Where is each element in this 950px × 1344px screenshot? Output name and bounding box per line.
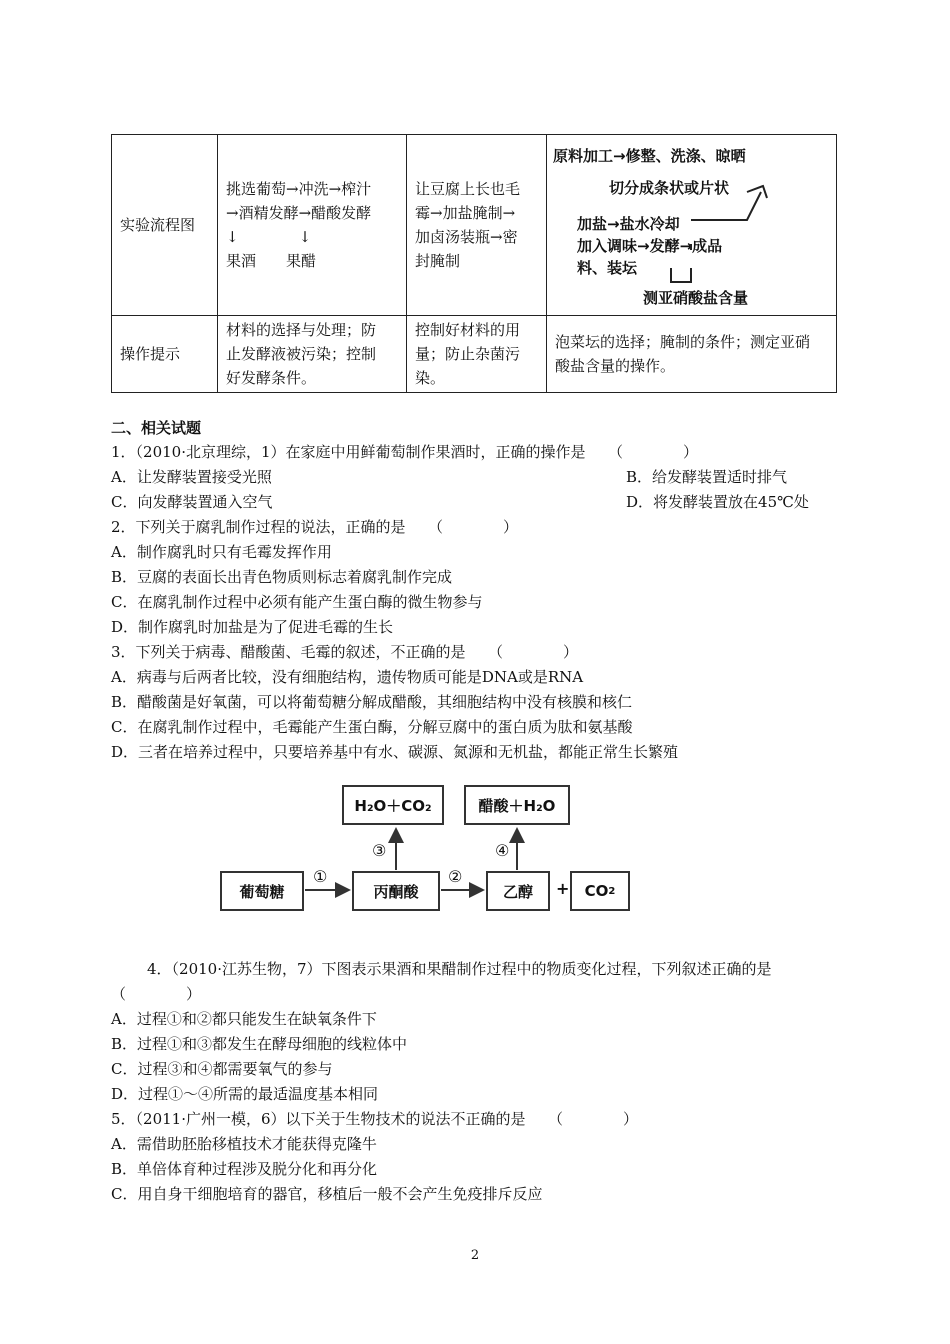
cell-line: 酸盐含量的操作。	[555, 357, 676, 375]
fermented-tofu-flow-cell	[407, 135, 547, 316]
question-4-paren: （ ）	[111, 985, 202, 1003]
row-header-tips: 操作提示	[112, 316, 218, 393]
question-2-option-b: B．豆腐的表面长出青色物质则标志着腐乳制作完成	[111, 568, 453, 586]
step-1-label: ①	[313, 867, 328, 886]
flow-step: 原料加工→修整、洗涤、晾晒	[553, 147, 746, 165]
flow-step: 料、装坛	[577, 259, 638, 277]
h2o-co2-box: H₂O＋CO₂	[342, 785, 444, 825]
flow-step: 切分成条状或片状	[609, 179, 730, 197]
fruit-wine-flow-cell	[218, 135, 407, 316]
cell-line: 封腌制	[415, 252, 461, 270]
co2-label: CO	[584, 882, 609, 900]
cell-line: ↓ ↓	[226, 228, 312, 246]
flow-step: 加入调味→发酵→成品	[577, 237, 723, 255]
step-4-label: ④	[495, 841, 510, 860]
cell-line: 染。	[415, 369, 446, 387]
step-2-label: ②	[448, 867, 463, 886]
ethanol-box: 乙醇	[486, 871, 550, 911]
question-3-stem: 3．下列关于病毒、醋酸菌、毛霉的叙述，不正确的是 （ ）	[111, 643, 579, 661]
flow-arrows	[551, 140, 831, 310]
question-1-option-c: C．向发酵装置通入空气	[111, 493, 273, 511]
question-2-stem: 2．下列关于腐乳制作过程的说法，正确的是 （ ）	[111, 518, 519, 536]
co2-box	[570, 871, 630, 911]
question-3-option-b: B．醋酸菌是好氧菌，可以将葡萄糖分解成醋酸，其细胞结构中没有核膜和核仁	[111, 693, 633, 711]
page-number: 2	[470, 1248, 480, 1263]
row-header-flowchart: 实验流程图	[112, 135, 218, 316]
section-title: 二、相关试题	[111, 419, 202, 437]
cell-line: →酒精发酵→醋酸发酵	[226, 204, 372, 222]
question-2-option-c: C．在腐乳制作过程中必须有能产生蛋白酶的微生物参与	[111, 593, 483, 611]
question-5-option-b: B．单倍体育种过程涉及脱分化和再分化	[111, 1160, 378, 1178]
fermented-tofu-tips-cell	[407, 316, 547, 393]
question-1-stem: 1．（2010·北京理综，1）在家庭中用鲜葡萄制作果酒时，正确的操作是 （ ）	[111, 443, 699, 461]
question-3-option-a: A．病毒与后两者比较，没有细胞结构，遗传物质可能是DNA或是RNA	[111, 668, 584, 686]
table-row	[112, 135, 837, 316]
cell-line: 材料的选择与处理；防	[226, 321, 377, 339]
plus-sign: +	[556, 879, 570, 898]
question-5-option-c: C．用自身干细胞培育的器官，移植后一般不会产生免疫排斥反应	[111, 1185, 543, 1203]
question-3-option-d: D．三者在培养过程中，只要培养基中有水、碳源、氮源和无机盐，都能正常生长繁殖	[111, 743, 679, 761]
cell-line: 挑选葡萄→冲洗→榨汁	[226, 180, 372, 198]
question-4-option-a: A．过程①和②都只能发生在缺氧条件下	[111, 1010, 377, 1028]
question-4-option-c: C．过程③和④都需要氧气的参与	[111, 1060, 333, 1078]
cell-line: 泡菜坛的选择；腌制的条件；测定亚硝	[555, 333, 811, 351]
question-1-option-a: A．让发酵装置接受光照	[111, 468, 272, 486]
table-row	[112, 316, 837, 393]
cell-line: 果酒 果醋	[226, 252, 317, 270]
glucose-box: 葡萄糖	[220, 871, 304, 911]
question-3-option-c: C．在腐乳制作过程中，毛霉能产生蛋白酶，分解豆腐中的蛋白质为肽和氨基酸	[111, 718, 633, 736]
question-2-option-a: A．制作腐乳时只有毛霉发挥作用	[111, 543, 332, 561]
question-5-stem: 5．（2011·广州一模，6）以下关于生物技术的说法不正确的是 （ ）	[111, 1110, 639, 1128]
pickle-tips-cell	[547, 316, 837, 393]
flow-step: 加盐→盐水冷却	[577, 215, 680, 233]
question-1-option-b: B．给发酵装置适时排气	[626, 468, 788, 486]
question-2-option-d: D．制作腐乳时加盐是为了促进毛霉的生长	[111, 618, 394, 636]
cell-line: 止发酵液被污染；控制	[226, 345, 377, 363]
flow-step: 测亚硝酸盐含量	[643, 289, 749, 307]
question-4-stem: 4．（2010·江苏生物，7）下图表示果酒和果醋制作过程中的物质变化过程，下列叙述正确的是	[147, 960, 772, 978]
step-3-label: ③	[372, 841, 387, 860]
question-1-option-d: D．将发酵装置放在45℃处	[626, 493, 809, 511]
pickle-flow-image	[551, 140, 831, 310]
question-5-option-a: A．需借助胚胎移植技术才能获得克隆牛	[111, 1135, 377, 1153]
acetic-acid-box: 醋酸＋H₂O	[464, 785, 570, 825]
cell-line: 让豆腐上长也毛	[415, 180, 521, 198]
cell-line: 好发酵条件。	[226, 369, 317, 387]
cell-line: 霉→加盐腌制→	[415, 204, 516, 222]
pickle-flow-cell	[547, 135, 837, 316]
cell-line: 加卤汤装瓶→密	[415, 228, 518, 246]
question-4-option-b: B．过程①和③都发生在酵母细胞的线粒体中	[111, 1035, 408, 1053]
co2-subscript: 2	[608, 885, 616, 897]
metabolism-diagram	[217, 783, 637, 915]
cell-line: 量；防止杂菌污	[415, 345, 521, 363]
pyruvate-box: 丙酮酸	[352, 871, 440, 911]
fruit-wine-tips-cell	[218, 316, 407, 393]
process-table	[111, 134, 837, 393]
cell-line: 控制好材料的用	[415, 321, 521, 339]
question-4-option-d: D．过程①～④所需的最适温度基本相同	[111, 1085, 379, 1103]
